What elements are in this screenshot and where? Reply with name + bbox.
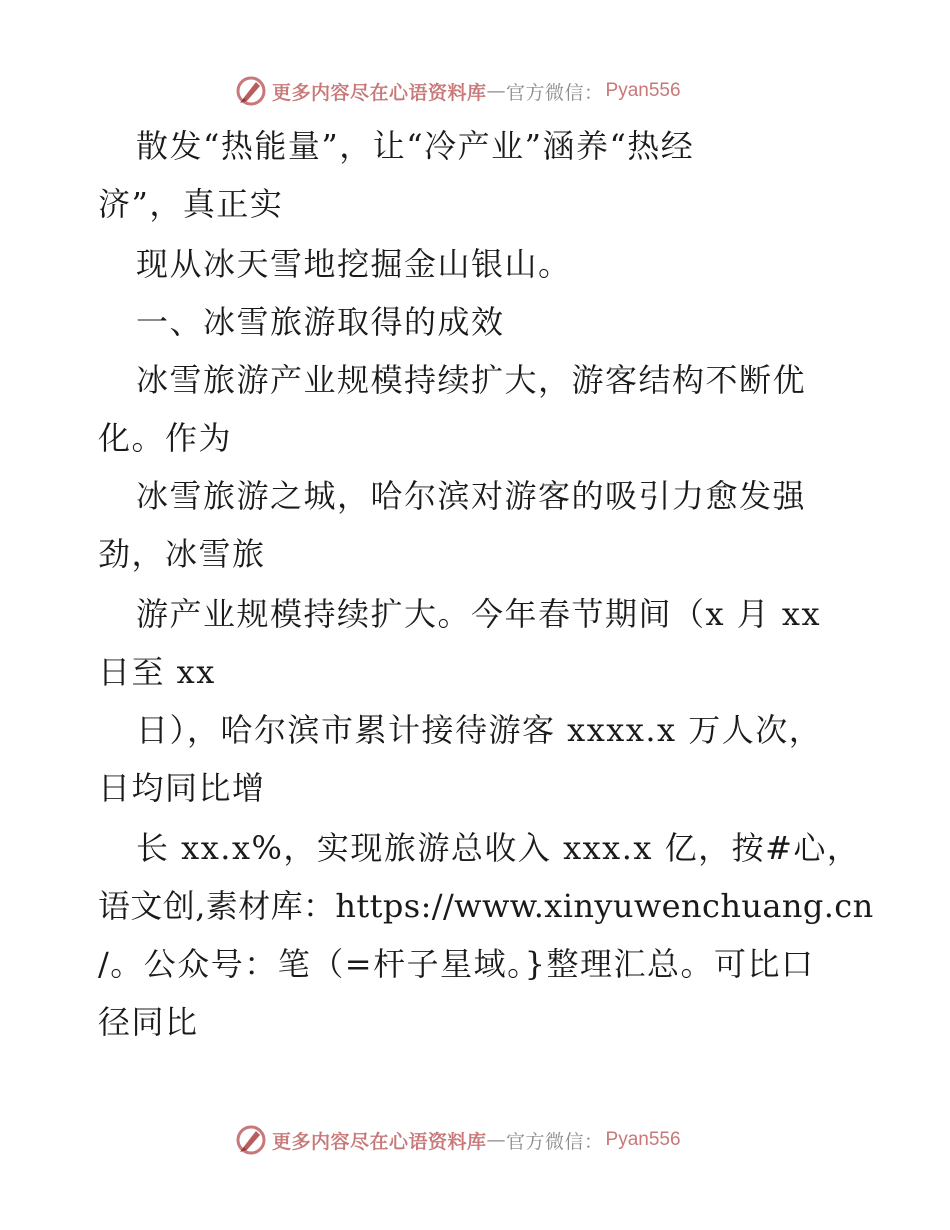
body-line: 语文创,素材库：https://www.xinyuwenchuang.cn	[98, 887, 874, 925]
watermark-id: Pyan556	[605, 80, 681, 101]
body-line: 日至 xx	[98, 653, 216, 691]
watermark-main-text: 更多内容尽在心语资料库	[272, 1130, 487, 1153]
body-line: 散发“热能量”，让“冷产业”涵养“热经	[136, 127, 695, 165]
body-line: 化。作为	[98, 419, 233, 457]
body-line: 日均同比增	[98, 769, 266, 807]
pen-logo-icon	[234, 74, 268, 108]
footer-watermark	[234, 1123, 681, 1157]
body-line: 济”，真正实	[98, 185, 284, 223]
body-line: 劲，冰雪旅	[98, 535, 266, 573]
watermark-sub-text: 官方微信：	[506, 81, 604, 104]
body-line: 冰雪旅游之城，哈尔滨对游客的吸引力愈发强	[136, 477, 807, 515]
watermark-id: Pyan556	[605, 1129, 681, 1150]
body-line: 游产业规模持续扩大。今年春节期间（x 月 xx	[136, 595, 821, 633]
watermark-sub-text: 官方微信：	[506, 1130, 604, 1153]
watermark-dash: —	[486, 80, 507, 102]
pen-logo-icon	[234, 1123, 268, 1157]
watermark-dash: —	[486, 1129, 507, 1151]
body-line: 日），哈尔滨市累计接待游客 xxxx.x 万人次，	[136, 711, 823, 749]
watermark-main-text: 更多内容尽在心语资料库	[272, 81, 487, 104]
section-heading: 一、冰雪旅游取得的成效	[136, 303, 505, 341]
body-line: 长 xx.x%，实现旅游总收入 xxx.x 亿，按#心，	[136, 829, 861, 867]
header-watermark	[234, 74, 681, 108]
body-line: /。公众号：笔（=杆子星域。}整理汇总。可比口	[98, 945, 815, 983]
body-line: 现从冰天雪地挖掘金山银山。	[136, 245, 572, 283]
body-line: 径同比	[98, 1003, 199, 1041]
body-line: 冰雪旅游产业规模持续扩大，游客结构不断优	[136, 361, 807, 399]
